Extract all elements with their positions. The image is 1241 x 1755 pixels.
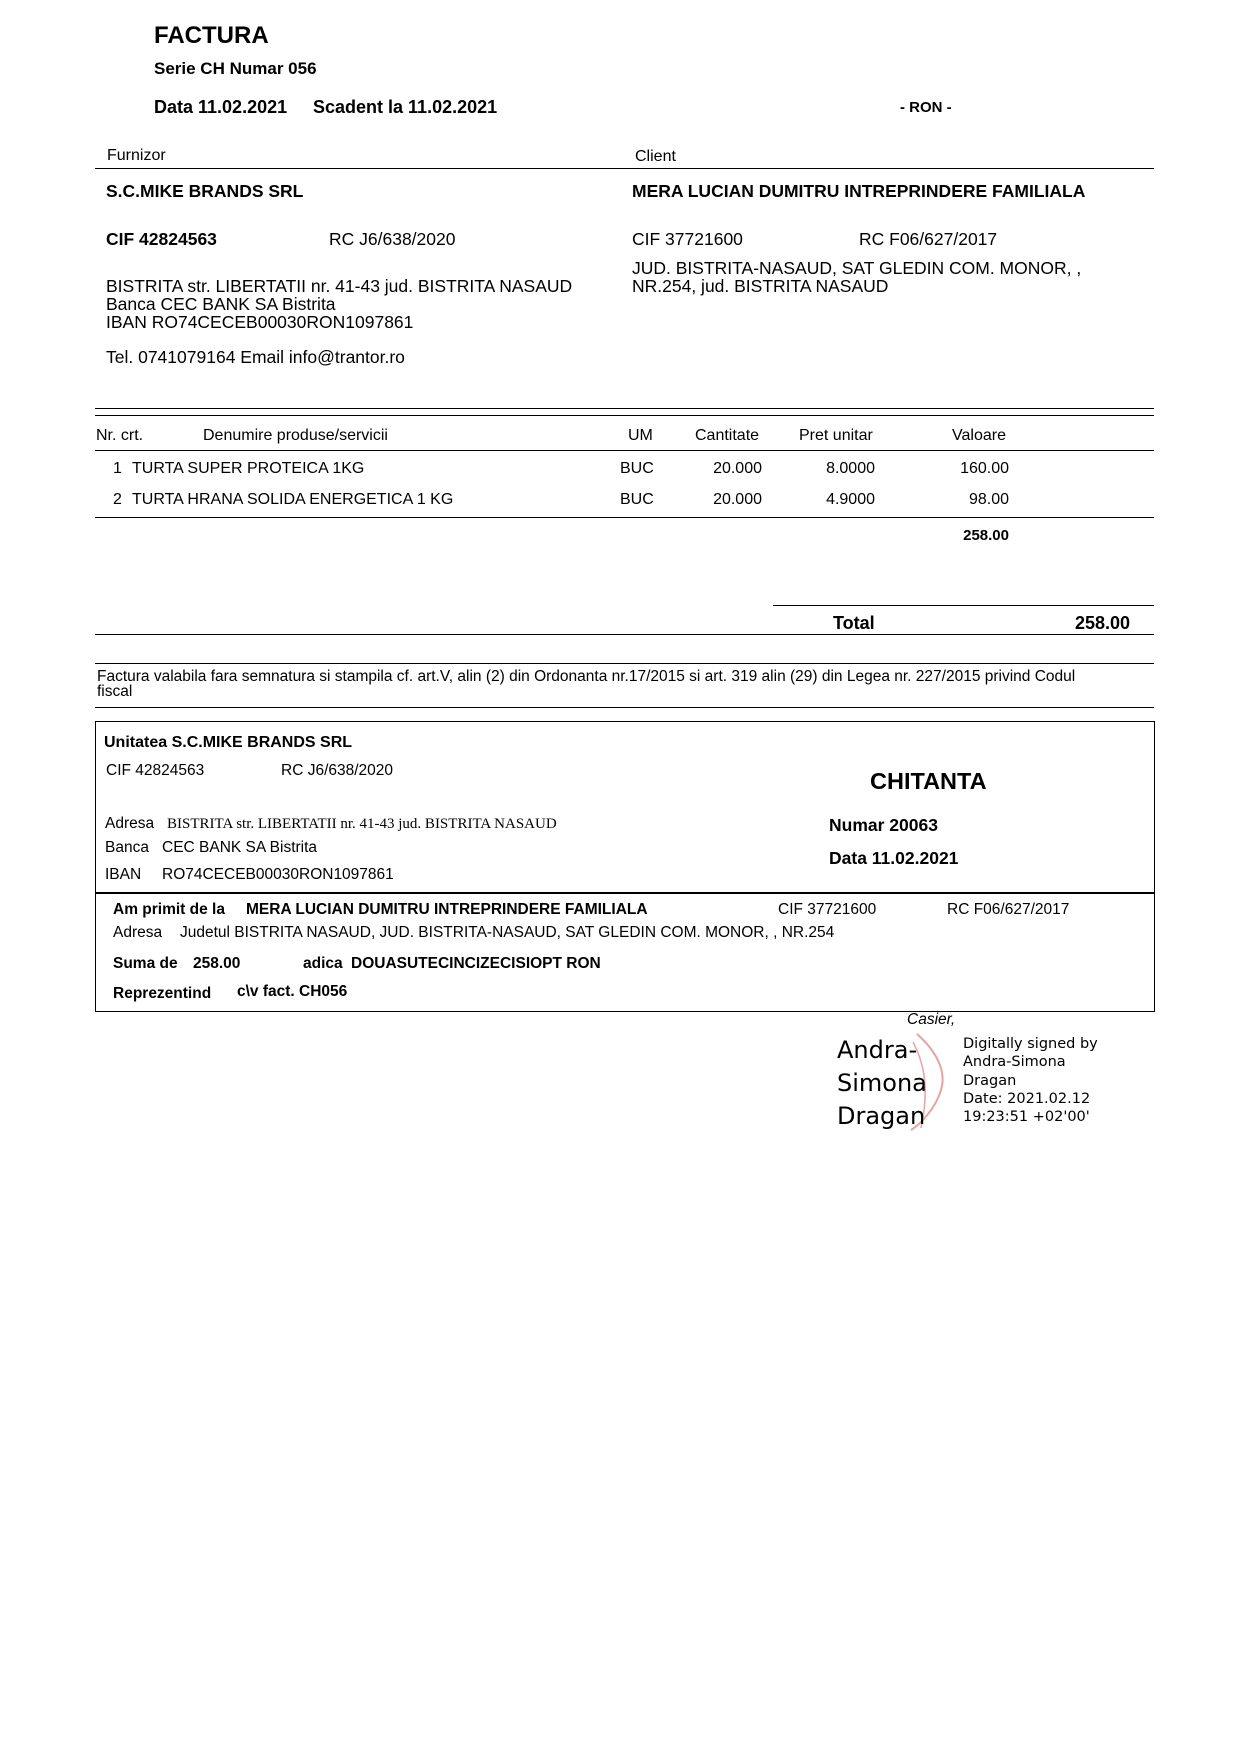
row-qty: 20.000 [713, 460, 762, 477]
signed-by-line2: Andra-Simona [963, 1054, 1066, 1070]
payer-rc: RC F06/627/2017 [947, 901, 1070, 918]
receipt-cif: CIF 42824563 [106, 762, 205, 779]
table-top-line-2 [95, 415, 1154, 416]
row-price: 4.9000 [826, 491, 875, 508]
signed-by-line1: Digitally signed by [963, 1036, 1098, 1052]
supplier-cif: CIF 42824563 [106, 229, 217, 249]
cashier-label: Casier, [907, 1011, 956, 1028]
receipt-title: CHITANTA [870, 768, 987, 794]
total-bottom-line [95, 634, 1154, 635]
invoice-title: FACTURA [154, 22, 269, 49]
header-qty: Cantitate [695, 427, 760, 444]
supplier-contact: Tel. 0741079164 Email info@trantor.ro [106, 347, 405, 367]
total-value: 258.00 [1074, 613, 1130, 633]
receipt-divider [95, 892, 1154, 894]
sum-value: 258.00 [193, 955, 241, 972]
client-rc: RC F06/627/2017 [859, 229, 998, 249]
invoice-series: Serie CH Numar 056 [154, 59, 317, 78]
represents-label: Reprezentind [113, 985, 212, 1002]
sum-words: DOUASUTECINCIZECISIOPT RON [351, 955, 601, 972]
client-label: Client [635, 148, 676, 165]
signed-date-line: Date: 2021.02.12 [963, 1091, 1091, 1107]
total-top-line [773, 605, 1154, 606]
payer-address-label: Adresa [113, 924, 163, 941]
payer-address: Judetul BISTRITA NASAUD, JUD. BISTRITA-NASAUD, SAT GLEDIN COM. MONOR, , NR.254 [180, 924, 835, 941]
receipt-iban-label: IBAN [105, 866, 142, 883]
sum-label: Suma de [113, 955, 178, 972]
row-value: 98.00 [968, 491, 1009, 508]
supplier-bank: Banca CEC BANK SA Bistrita [106, 294, 336, 314]
row-qty: 20.000 [713, 491, 762, 508]
receipt-number: Numar 20063 [829, 815, 938, 835]
legal-top-line [95, 663, 1154, 664]
row-um: BUC [620, 460, 654, 477]
row-value: 160.00 [960, 460, 1009, 477]
signature-name-line1: Andra- [837, 1036, 918, 1064]
received-from-name: MERA LUCIAN DUMITRU INTREPRINDERE FAMILIALA [246, 901, 648, 918]
receipt-unit: Unitatea S.C.MIKE BRANDS SRL [104, 734, 353, 751]
table-top-line [95, 408, 1154, 409]
row-price: 8.0000 [826, 460, 875, 477]
signed-time-line: 19:23:51 +02'00' [963, 1109, 1090, 1125]
receipt-address-label: Adresa [105, 815, 155, 832]
receipt-rc: RC J6/638/2020 [281, 762, 394, 779]
client-address-line1: JUD. BISTRITA-NASAUD, SAT GLEDIN COM. MONOR, , [632, 258, 1082, 278]
total-label: Total [833, 613, 875, 633]
signature-name-line2: Simona [837, 1069, 927, 1097]
supplier-label: Furnizor [107, 147, 166, 164]
signature-name-line3: Dragan [837, 1102, 926, 1130]
sum-words-label: adica [303, 955, 343, 972]
client-name: MERA LUCIAN DUMITRU INTREPRINDERE FAMILIALA [632, 181, 1086, 201]
receipt-iban: RO74CECEB00030RON1097861 [162, 866, 394, 883]
receipt-date: Data 11.02.2021 [829, 848, 959, 868]
supplier-name: S.C.MIKE BRANDS SRL [106, 181, 304, 201]
legal-note-line1: Factura valabila fara semnatura si stampila cf. art.V, alin (2) din Ordonanta nr.17/2015 si art. 319 alin (29) din Legea nr. 227/2015 privind Codul [97, 668, 1076, 685]
supplier-rc: RC J6/638/2020 [329, 229, 456, 249]
table-bottom-line [95, 517, 1154, 518]
row-um: BUC [620, 491, 654, 508]
client-address-line2: NR.254, jud. BISTRITA NASAUD [632, 276, 889, 296]
row-nr: 1 [113, 460, 122, 477]
receipt-bank: CEC BANK SA Bistrita [162, 839, 318, 856]
received-from-label: Am primit de la [113, 901, 225, 918]
invoice-due-date: Scadent la 11.02.2021 [313, 97, 498, 117]
supplier-iban: IBAN RO74CECEB00030RON1097861 [106, 312, 414, 332]
table-header-line [95, 450, 1154, 451]
header-name: Denumire produse/servicii [203, 427, 388, 444]
invoice-currency: - RON - [900, 99, 952, 116]
table-subtotal: 258.00 [963, 527, 1009, 544]
legal-note-line2: fiscal [97, 683, 133, 700]
signed-by-line3: Dragan [963, 1073, 1017, 1089]
payer-cif: CIF 37721600 [778, 901, 877, 918]
row-name: TURTA HRANA SOLIDA ENERGETICA 1 KG [132, 491, 454, 508]
header-nr: Nr. crt. [96, 427, 144, 444]
client-cif: CIF 37721600 [632, 229, 743, 249]
receipt-address: BISTRITA str. LIBERTATII nr. 41-43 jud. BISTRITA NASAUD [167, 816, 557, 832]
supplier-address: BISTRITA str. LIBERTATII nr. 41-43 jud. BISTRITA NASAUD [106, 276, 573, 296]
invoice-date: Data 11.02.2021 [154, 97, 288, 117]
header-price: Pret unitar [799, 427, 873, 444]
header-value: Valoare [952, 427, 1006, 444]
row-name: TURTA SUPER PROTEICA 1KG [132, 460, 365, 477]
parties-divider [95, 168, 1154, 169]
row-nr: 2 [113, 491, 122, 508]
receipt-bank-label: Banca [105, 839, 149, 856]
header-um: UM [628, 427, 653, 444]
legal-bottom-line [95, 707, 1154, 708]
represents-value: c\v fact. CH056 [237, 983, 348, 1000]
